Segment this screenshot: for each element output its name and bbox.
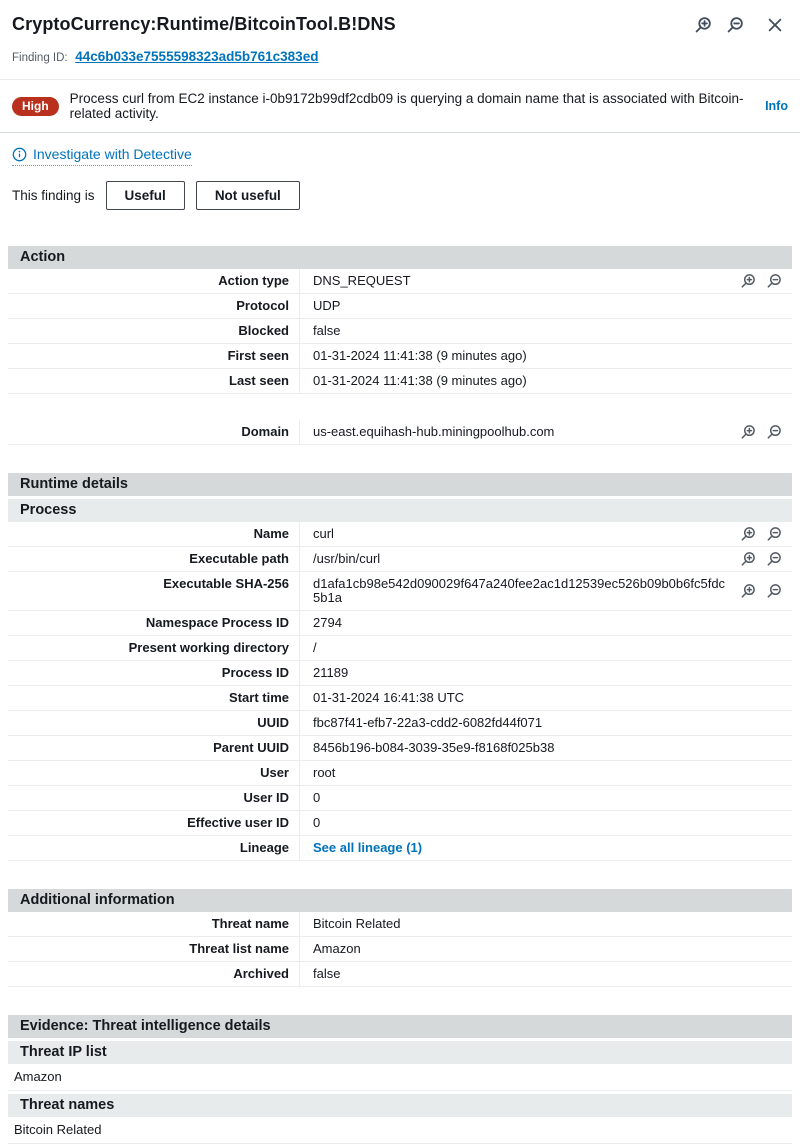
row-zoom-controls: [736, 420, 792, 444]
detail-row: [8, 761, 792, 786]
row-value: [300, 269, 736, 293]
row-zoom-controls: [736, 269, 792, 293]
row-label: Effective user ID: [8, 811, 300, 835]
row-label: User: [8, 761, 300, 785]
row-value: [300, 836, 792, 860]
row-value: [300, 636, 792, 660]
finding-id-label: Finding ID:: [12, 52, 68, 64]
row-label: Executable path: [8, 547, 300, 571]
severity-strip: [0, 79, 800, 133]
row-value: [300, 686, 792, 710]
detail-row: [8, 786, 792, 811]
row-value-text: 0: [313, 815, 321, 830]
row-label: Process ID: [8, 661, 300, 685]
row-value-text: 01-31-2024 11:41:38 (9 minutes ago): [313, 348, 527, 363]
detail-row: [8, 836, 792, 861]
detail-row: [8, 319, 792, 344]
row-value-text: Amazon: [313, 941, 361, 956]
zoom-in-icon[interactable]: [740, 273, 756, 289]
row-value-text: fbc87f41-efb7-22a3-cdd2-6082fd44f071: [313, 715, 543, 730]
row-label: Parent UUID: [8, 736, 300, 760]
row-zoom-controls: [736, 522, 792, 546]
evidence-value-threat-names: Bitcoin Related: [8, 1117, 792, 1144]
info-circle-icon: [12, 147, 27, 162]
row-value: [300, 912, 792, 936]
row-label: Domain: [8, 420, 300, 444]
row-zoom-controls: [736, 572, 792, 610]
close-icon[interactable]: [766, 16, 784, 34]
severity-badge: High: [12, 97, 59, 116]
row-label: Threat list name: [8, 937, 300, 961]
row-value: [300, 572, 736, 610]
page-title: CryptoCurrency:Runtime/BitcoinTool.B!DNS: [12, 14, 396, 34]
zoom-out-icon[interactable]: [726, 16, 744, 34]
row-value-text: UDP: [313, 298, 341, 313]
detail-row: [8, 269, 792, 294]
row-label: Lineage: [8, 836, 300, 860]
row-value-text: 8456b196-b084-3039-35e9-f8168f025b38: [313, 740, 555, 755]
row-label: Blocked: [8, 319, 300, 343]
zoom-in-icon[interactable]: [740, 424, 756, 440]
not-useful-button[interactable]: Not useful: [196, 181, 300, 210]
row-value-text: false: [313, 323, 341, 338]
row-label: Action type: [8, 269, 300, 293]
finding-description: Process curl from EC2 instance i-0b9172b99df2cdb09 is querying a domain name that is associated with Bitcoin-related activity.: [69, 91, 744, 121]
row-spacer: [8, 394, 792, 420]
row-value-text: d1afa1cb98e542d090029f647a240fee2ac1d12539ec526b09b0b6fc5fdc5b1a: [313, 576, 726, 605]
detail-row: [8, 686, 792, 711]
detail-row: [8, 636, 792, 661]
row-value-text: 01-31-2024 11:41:38 (9 minutes ago): [313, 373, 527, 388]
evidence-heading-threat-ip-list: Threat IP list: [8, 1041, 792, 1064]
zoom-out-icon[interactable]: [766, 551, 782, 567]
row-label: Name: [8, 522, 300, 546]
detail-row: [8, 912, 792, 937]
row-value-text: 2794: [313, 615, 342, 630]
row-value-text: /: [313, 640, 317, 655]
feedback-label: This finding is: [12, 188, 95, 203]
section-header-evidence: Evidence: Threat intelligence details: [8, 1015, 792, 1038]
row-value: [300, 522, 736, 546]
detail-row: [8, 369, 792, 394]
detail-row: [8, 937, 792, 962]
row-value-link[interactable]: See all lineage (1): [313, 840, 423, 855]
investigate-with-detective-link[interactable]: [12, 146, 192, 166]
row-label: Last seen: [8, 369, 300, 393]
row-value: [300, 786, 792, 810]
section-header-additional-information: Additional information: [8, 889, 792, 912]
additional-information-rows: [8, 912, 792, 987]
zoom-out-icon[interactable]: [766, 424, 782, 440]
panel-header: [0, 0, 800, 35]
detail-row: [8, 547, 792, 572]
row-value: [300, 962, 792, 986]
row-value-text: curl: [313, 526, 334, 541]
row-value: [300, 661, 792, 685]
row-value: [300, 319, 792, 343]
detail-row: [8, 661, 792, 686]
detail-row: [8, 294, 792, 319]
evidence-heading-threat-names: Threat names: [8, 1094, 792, 1117]
row-value: [300, 369, 792, 393]
row-label: User ID: [8, 786, 300, 810]
row-value-text: us-east.equihash-hub.miningpoolhub.com: [313, 424, 555, 439]
row-value: [300, 736, 792, 760]
detail-row: [8, 962, 792, 987]
zoom-in-icon[interactable]: [740, 526, 756, 542]
detail-row: [8, 811, 792, 836]
feedback-row: [12, 181, 788, 210]
row-value: [300, 761, 792, 785]
finding-id-link[interactable]: 44c6b033e7555598323ad5b761c383ed: [75, 49, 319, 64]
row-value: [300, 937, 792, 961]
row-zoom-controls: [736, 547, 792, 571]
finding-id-row: [12, 49, 788, 64]
action-rows: [8, 269, 792, 445]
investigate-label: Investigate with Detective: [33, 146, 192, 162]
row-value: [300, 344, 792, 368]
row-value-text: Bitcoin Related: [313, 916, 401, 931]
row-value-text: 01-31-2024 16:41:38 UTC: [313, 690, 465, 705]
zoom-in-icon[interactable]: [694, 16, 712, 34]
detail-row: [8, 711, 792, 736]
info-link[interactable]: Info: [765, 99, 788, 113]
zoom-in-icon[interactable]: [740, 583, 756, 599]
zoom-out-icon[interactable]: [766, 583, 782, 599]
detail-row: [8, 344, 792, 369]
row-value-text: 0: [313, 790, 321, 805]
row-label: Threat name: [8, 912, 300, 936]
row-value: [300, 294, 792, 318]
detail-row: [8, 736, 792, 761]
panel-controls: [694, 14, 784, 34]
row-label: Archived: [8, 962, 300, 986]
zoom-in-icon[interactable]: [740, 551, 756, 567]
row-value-text: false: [313, 966, 341, 981]
row-value-text: DNS_REQUEST: [313, 273, 411, 288]
detail-row: [8, 611, 792, 636]
row-label: Protocol: [8, 294, 300, 318]
row-label: Executable SHA-256: [8, 572, 300, 610]
detail-row: [8, 572, 792, 611]
row-label: First seen: [8, 344, 300, 368]
row-value: [300, 547, 736, 571]
investigate-row: [12, 146, 788, 166]
detail-row: [8, 420, 792, 445]
subsection-header-process: Process: [8, 499, 792, 522]
row-label: Present working directory: [8, 636, 300, 660]
finding-sections: [8, 246, 792, 1144]
section-header-runtime-details: Runtime details: [8, 473, 792, 496]
row-value: [300, 420, 736, 444]
section-header-action: Action: [8, 246, 792, 269]
row-label: Namespace Process ID: [8, 611, 300, 635]
zoom-out-icon[interactable]: [766, 273, 782, 289]
evidence-value-threat-ip-list: Amazon: [8, 1064, 792, 1091]
row-label: UUID: [8, 711, 300, 735]
row-value-text: /usr/bin/curl: [313, 551, 381, 566]
row-value: [300, 811, 792, 835]
row-value-text: root: [313, 765, 336, 780]
process-rows: [8, 522, 792, 861]
useful-button[interactable]: Useful: [106, 181, 185, 210]
row-value-text: 21189: [313, 665, 349, 680]
detail-row: [8, 522, 792, 547]
zoom-out-icon[interactable]: [766, 526, 782, 542]
row-value: [300, 611, 792, 635]
row-value: [300, 711, 792, 735]
row-label: Start time: [8, 686, 300, 710]
